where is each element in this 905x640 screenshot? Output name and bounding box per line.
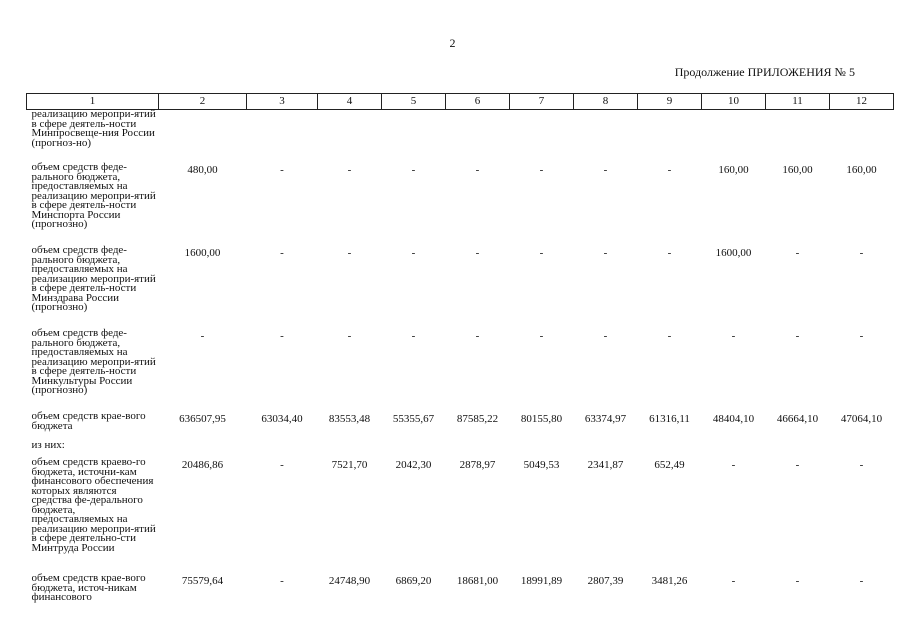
cell-value: - bbox=[411, 164, 416, 176]
cell-value: 18681,00 bbox=[456, 575, 499, 587]
header-row bbox=[27, 94, 894, 110]
cell-value: - bbox=[795, 575, 800, 587]
cell-value: - bbox=[280, 247, 284, 259]
cell-value bbox=[702, 110, 766, 164]
cell-value: 636507,95 bbox=[179, 413, 226, 425]
column-header: 7 bbox=[510, 94, 574, 110]
cell-value: 160,00 bbox=[846, 164, 877, 176]
column-header: 12 bbox=[830, 94, 894, 110]
column-header: 2 bbox=[159, 94, 247, 110]
cell-value: - bbox=[667, 330, 672, 342]
cell-value: - bbox=[475, 247, 480, 259]
cell-value: - bbox=[859, 459, 864, 471]
cell-value: - bbox=[603, 330, 608, 342]
cell-value bbox=[766, 110, 830, 164]
cell-value: 24748,90 bbox=[328, 575, 371, 587]
cell-value: - bbox=[347, 247, 352, 259]
cell-value: - bbox=[347, 164, 352, 176]
cell-value: 1600,00 bbox=[184, 247, 221, 259]
cell-value: 18991,89 bbox=[520, 575, 563, 587]
table-row bbox=[27, 441, 894, 458]
row-label: объем средств крае-вого бюджета, источ-никам финансового bbox=[31, 572, 146, 603]
cell-value: 2807,39 bbox=[587, 575, 624, 587]
cell-value bbox=[638, 110, 702, 164]
row-label: реализацию меропри-ятий в сфере деятель-ности Минпросвеще-ния России (прогноз-но) bbox=[31, 108, 156, 149]
column-header: 10 bbox=[702, 94, 766, 110]
row-label: объем средств краево-го бюджета, источни-кам финансового обеспечения которых являются средства фе-дерального бюджета, предоставляемых на реализацию меропри-ятий в сфере деятельно-сти Минтруда России bbox=[31, 456, 156, 554]
cell-value: 61316,11 bbox=[649, 413, 690, 425]
row-label: объем средств феде-рального бюджета, предоставляемых на реализацию меропри-ятий в сфере деятель-ности Минспорта России (прогнозно) bbox=[31, 161, 156, 230]
cell-value bbox=[830, 110, 894, 164]
cell-value: - bbox=[667, 247, 672, 259]
cell-value: - bbox=[731, 459, 736, 471]
cell-value bbox=[446, 110, 510, 164]
column-header: 6 bbox=[446, 94, 510, 110]
cell-value: - bbox=[795, 459, 800, 471]
table-row bbox=[27, 458, 894, 574]
cell-value: - bbox=[475, 330, 480, 342]
table-row bbox=[27, 163, 894, 246]
cell-value: 63034,40 bbox=[261, 413, 303, 425]
cell-value: - bbox=[603, 247, 608, 259]
column-header: 9 bbox=[638, 94, 702, 110]
cell-value: - bbox=[795, 330, 800, 342]
cell-value bbox=[446, 441, 510, 458]
cell-value bbox=[382, 441, 446, 458]
cell-value bbox=[574, 110, 638, 164]
cell-value bbox=[510, 441, 574, 458]
cell-value: 75579,64 bbox=[181, 575, 224, 587]
column-header: 8 bbox=[574, 94, 638, 110]
row-label: объем средств феде-рального бюджета, предоставляемых на реализацию меропри-ятий в сфере деятель-ности Минздрава России (прогнозно) bbox=[31, 244, 156, 313]
cell-value: - bbox=[475, 164, 480, 176]
cell-value bbox=[638, 441, 702, 458]
column-header: 11 bbox=[766, 94, 830, 110]
cell-value: 2341,87 bbox=[587, 459, 624, 471]
cell-value: 63374,97 bbox=[584, 413, 627, 425]
cell-value bbox=[247, 110, 318, 164]
data-table bbox=[26, 93, 894, 615]
cell-value: 480,00 bbox=[187, 164, 218, 176]
cell-value: 55355,67 bbox=[392, 413, 435, 425]
cell-value bbox=[159, 441, 247, 458]
cell-value: - bbox=[731, 330, 736, 342]
table-row bbox=[27, 246, 894, 329]
cell-value bbox=[382, 110, 446, 164]
cell-value: 47064,10 bbox=[840, 413, 883, 425]
cell-value: 20486,86 bbox=[181, 459, 224, 471]
cell-value: - bbox=[411, 247, 416, 259]
cell-value: 7521,70 bbox=[331, 459, 368, 471]
continuation-title: Продолжение ПРИЛОЖЕНИЯ № 5 bbox=[674, 65, 855, 79]
cell-value: - bbox=[347, 330, 352, 342]
row-label: объем средств феде-рального бюджета, предоставляемых на реализацию меропри-ятий в сфере деятель-ности Минкультуры России (прогнозно) bbox=[31, 327, 156, 396]
cell-value bbox=[766, 441, 830, 458]
cell-value: 3481,26 bbox=[651, 575, 688, 587]
cell-value: - bbox=[280, 164, 284, 176]
cell-value: 6869,20 bbox=[395, 575, 432, 587]
cell-value: 652,49 bbox=[654, 459, 685, 471]
cell-value: 2042,30 bbox=[395, 459, 432, 471]
cell-value: 160,00 bbox=[782, 164, 813, 176]
cell-value: 160,00 bbox=[718, 164, 749, 176]
cell-value bbox=[247, 441, 318, 458]
cell-value: - bbox=[731, 575, 736, 587]
column-header: 5 bbox=[382, 94, 446, 110]
cell-value: - bbox=[539, 164, 544, 176]
cell-value bbox=[159, 110, 247, 164]
row-label: из них: bbox=[31, 439, 65, 451]
cell-value: - bbox=[859, 247, 864, 259]
cell-value: - bbox=[859, 330, 864, 342]
cell-value: - bbox=[280, 459, 284, 471]
column-header: 1 bbox=[27, 94, 159, 110]
table-row bbox=[27, 329, 894, 412]
cell-value: 46664,10 bbox=[776, 413, 819, 425]
cell-value bbox=[510, 110, 574, 164]
cell-value: - bbox=[200, 330, 205, 342]
column-header: 3 bbox=[247, 94, 318, 110]
cell-value: 83553,48 bbox=[328, 413, 371, 425]
cell-value: - bbox=[795, 247, 800, 259]
page-number: 2 bbox=[449, 36, 456, 50]
cell-value: 1600,00 bbox=[715, 247, 752, 259]
table-row bbox=[27, 412, 894, 441]
cell-value: - bbox=[539, 247, 544, 259]
table-row bbox=[27, 574, 894, 615]
cell-value: 87585,22 bbox=[456, 413, 499, 425]
cell-value: 48404,10 bbox=[712, 413, 755, 425]
cell-value: 80155,80 bbox=[520, 413, 563, 425]
cell-value: - bbox=[859, 575, 864, 587]
cell-value: 5049,53 bbox=[523, 459, 560, 471]
cell-value: - bbox=[539, 330, 544, 342]
cell-value: - bbox=[603, 164, 608, 176]
cell-value: - bbox=[667, 164, 672, 176]
cell-value: 2878,97 bbox=[459, 459, 496, 471]
cell-value bbox=[830, 441, 894, 458]
cell-value: - bbox=[280, 575, 284, 587]
cell-value bbox=[318, 110, 382, 164]
cell-value bbox=[318, 441, 382, 458]
cell-value bbox=[702, 441, 766, 458]
table-row bbox=[27, 110, 894, 164]
row-label: объем средств крае-вого бюджета bbox=[31, 410, 146, 432]
cell-value bbox=[574, 441, 638, 458]
cell-value: - bbox=[411, 330, 416, 342]
cell-value: - bbox=[280, 330, 284, 342]
column-header: 4 bbox=[318, 94, 382, 110]
